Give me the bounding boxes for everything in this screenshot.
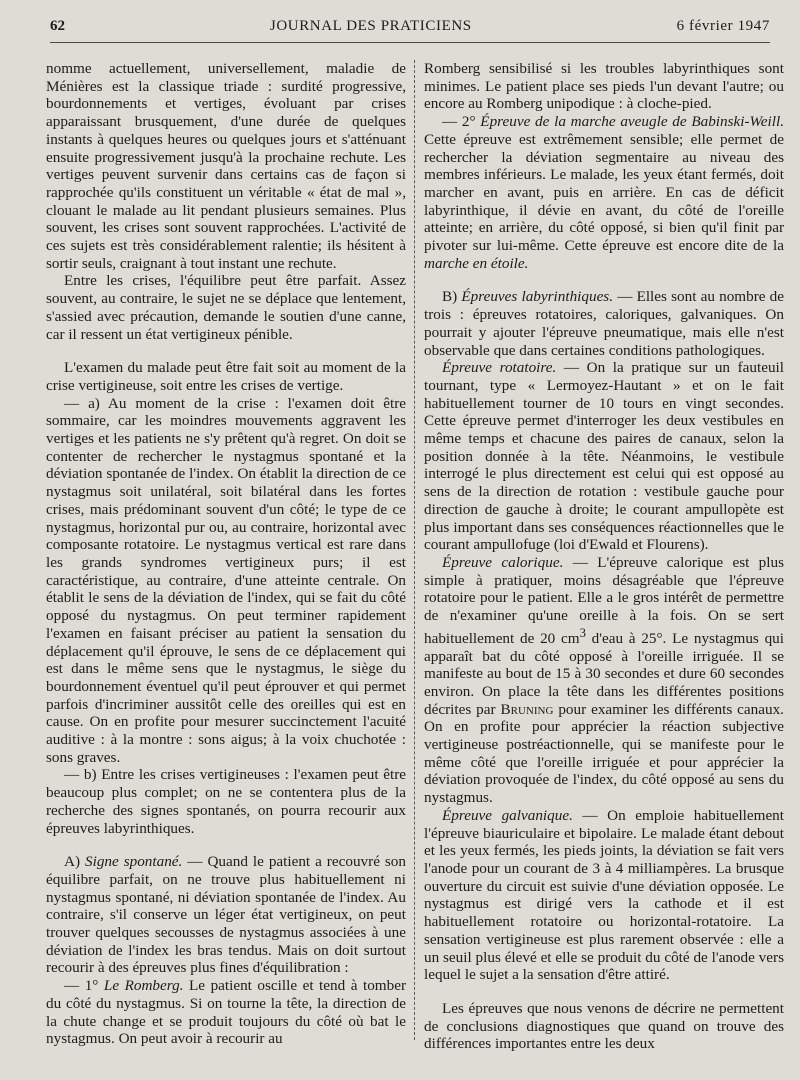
paragraph: Entre les crises, l'équilibre peut être parfait. Assez souvent, au contraire, le sujet ne se déplace que lentement, s'assied avec précaution, demande le soutien d'une canne, car il ressent un état vertigineux pénible. <box>46 272 406 343</box>
left-column <box>46 60 407 1048</box>
paragraph-text: Entre les crises vertigineuses : l'examen peut être beaucoup plus complet; on ne se contentera plus de la recherche des signes spontanés, on pourra recourir aux épreuves labyrinthiques. <box>46 766 407 837</box>
paragraph <box>424 288 784 359</box>
paragraph <box>46 395 406 767</box>
paragraph-text: Cette épreuve est extrêmement sensible; elle permet de rechercher la déviation segmentaire au niveau des membres inférieurs. Le malade, les yeux étant fermés, doit marcher en avant, puis en arrière. En cas de déficit labyrinthique, il dévie en avant, du côté de l'oreille atteinte; en arrière, du côté opposé, si bien qu'il finit par pivoter sur lui-même. Cette épreuve est encore dite de la <box>424 130 784 255</box>
section-title: Épreuves labyrinthiques. <box>461 288 614 306</box>
italic-term: marche en étoile. <box>424 254 529 272</box>
section-title: Le Romberg. <box>103 977 184 995</box>
paragraph-lead: — 2° <box>442 113 481 131</box>
section-title: Signe spontané. <box>85 853 183 871</box>
paragraph-text: — On emploie habituellement l'épreuve biauriculaire et bipolaire. Le malade étant debout et les yeux fermés, les pieds joints, la déviation se fait vers l'anode pour un courant de 3 à 4 milliampères. La brusque ouverture du circuit est suivie d'une déviation opposée. Le nystagmus est dirigé vers la cathode et il est habituellement rotatoire ou horizontal-rotatoire. La sensation vertigineuse est plus rarement observée : elle a un seuil plus élevé et elle se produit du côté de l'anode vers lequel le sujet a la sensation d'être attiré. <box>424 806 784 984</box>
journal-title: JOURNAL DES PRATICIENS <box>269 18 472 34</box>
paragraph-text: d'eau à 25°. Le nystagmus qui apparaît bat du côté opposé à l'oreille irriguée. Il se manifeste au bout de 15 à 30 secondes et dure 60 secondes environ. On place la tête dans les différentes positions décrites par <box>424 629 784 718</box>
paragraph-text: — L'épreuve calorique est plus simple à pratiquer, moins désagréable que l'épreuve rotatoire pour le patient. Elle a le gros intérêt de permettre de n'examiner qu'une oreille à la fois. On se sert habituellement de 20 cm <box>424 553 784 647</box>
column-divider <box>414 60 415 1040</box>
paragraph <box>46 853 406 977</box>
section-lead: B) <box>442 288 462 306</box>
paragraph-text: — Elles sont au nombre de trois : épreuves rotatoires, caloriques, galvaniques. On pourrait y ajouter l'épreuve pneumatique, mais elle n'est observable que dans certaines conditions pathologiques. <box>424 288 784 359</box>
paragraph: L'examen du malade peut être fait soit au moment de la crise vertigineuse, soit entre les crises de vertige. <box>46 359 406 394</box>
paragraph <box>424 359 784 554</box>
paragraph: Romberg sensibilisé si les troubles labyrinthiques sont minimes. Le patient place ses pieds l'un devant l'autre; ou encore au Romberg unipodique : à cloche-pied. <box>424 60 784 113</box>
issue-date: 6 février 1947 <box>676 18 770 34</box>
page-number: 62 <box>50 18 65 34</box>
paragraph <box>46 766 406 837</box>
paragraph-text: — On la pratique sur un fauteuil tournant, type « Lermoyez-Hautant » et on le fait habituellement tourner de 10 tours en vingt secondes. Cette épreuve permet d'interroger les deux vestibules en même temps et chacune des paires de canaux, selon la position donnée à la tête. Néanmoins, le vestibule interrogé le plus directement est celui qui est opposé au sens de la direction de rotation : vestibule gauche pour direction de gauche à droite; le courant ampullopète est plus important dans ses conséquences réactionnelles que le courant ampullofuge (loi d'Ewald et Flourens). <box>424 359 784 554</box>
paragraph <box>424 807 784 984</box>
paragraph <box>46 977 406 1048</box>
paragraph-lead: — 1° <box>64 977 104 995</box>
section-title: Épreuve calorique. <box>442 553 564 571</box>
paragraph: nomme actuellement, universellement, maladie de Ménières est la classique triade : surdité progressive, bourdonnements et vertiges, évoluant par crises apparaissant brusquement, d'une durée de quelques instants à quelques heures ou quelques jours et s'atténuant ensuite progressivement jusqu'à la prochaine rechute. Les vertiges peuvent survenir dans certains cas de façon si rapprochée qu'ils constituent un véritable « état de mal », clouant le malade au lit pendant plusieurs semaines. Plus souvent, les crises sont souvent rapprochées. L'activité de ces sujets est très considérablement ralentie; ils hésitent à sortir seuls, craignant à tout instant une rechute. <box>46 60 406 272</box>
paragraph-text: Au moment de la crise : l'examen doit être sommaire, car les moindres mouvements aggravent les vertiges et les patients ne s'y prêtent qu'à regret. On doit se contenter de rechercher le nystagmus spontané et la déviation spontanée de l'index. On établit la direction de ce nystagmus soit unilatéral, soit bilatéral dans les fortes crises, mais prédominant souvent d'un côté; le type de ce nystagmus, horizontal pur ou, au contraire, horizontal avec composante rotatoire. Le nystagmus vertical est rare dans les grands syndromes vertigineux purs; il est caractéristique, au contraire, d'une atteinte centrale. On établit le sens de la déviation de l'index, qui se fait du côté opposé du nystagmus. On peut terminer rapidement l'examen en faisant préciser au patient la sensation du déplacement qu'il éprouve, le sens de ce déplacement qui est dans le même sens que le nystagmus, le siège du bourdonnement éventuel qu'il peut éprouver et qui permet parfois d'incriminer aussitôt celle des oreilles qui est en cause. On en profite pour mesurer succinctement l'acuité auditive : à la montre : sons aigus; à la voix chuchotée : sons graves. <box>46 394 406 766</box>
author-name: Bruning <box>500 700 554 718</box>
paragraph-lead: — a) <box>64 394 108 412</box>
section-title: Épreuve de la marche aveugle de Babinski-Weill. <box>480 113 784 131</box>
paragraph-lead: — b) <box>64 766 102 784</box>
paragraph-text: pour examiner les différents canaux. On en profite pour apprécier la réaction subjective vertigineuse postréactionnelle, qui se manifeste pour le même côté que l'oreille irriguée et pour apprécier la déviation provoquée de l'index, du côté opposé au sens du nystagmus. <box>424 700 784 807</box>
paragraph <box>424 113 784 272</box>
section-lead: A) <box>64 853 85 871</box>
section-title: Épreuve rotatoire. <box>442 359 557 377</box>
superscript: 3 <box>579 625 586 640</box>
header-rule <box>50 42 770 43</box>
page-header <box>50 18 770 40</box>
paragraph-text: — Quand le patient a recouvré son équilibre parfait, on ne trouve plus habituellement ni nystagmus spontané, ni déviation spontanée de l'index. Au contraire, s'il conserve un léger état vertigineux, on peut trouver quelques secousses de nystagmus associées à une déviation de l'index les bras tendus. Mais on doit surtout recourir à des épreuves plus fines d'équilibration : <box>46 853 406 977</box>
paragraph <box>424 554 784 807</box>
paragraph-text: Le patient oscille et tend à tomber du côté du nystagmus. Si on tourne la tête, la direction de la chute change et se produit toujours du côté où bat le nystagmus. On peut avoir à recourir au <box>46 977 406 1048</box>
section-title: Épreuve galvanique. <box>442 806 573 824</box>
paragraph: Les épreuves que nous venons de décrire ne permettent de conclusions diagnostiques que quand on trouve des différences importantes entre les deux <box>424 999 784 1053</box>
right-column <box>424 60 784 1053</box>
